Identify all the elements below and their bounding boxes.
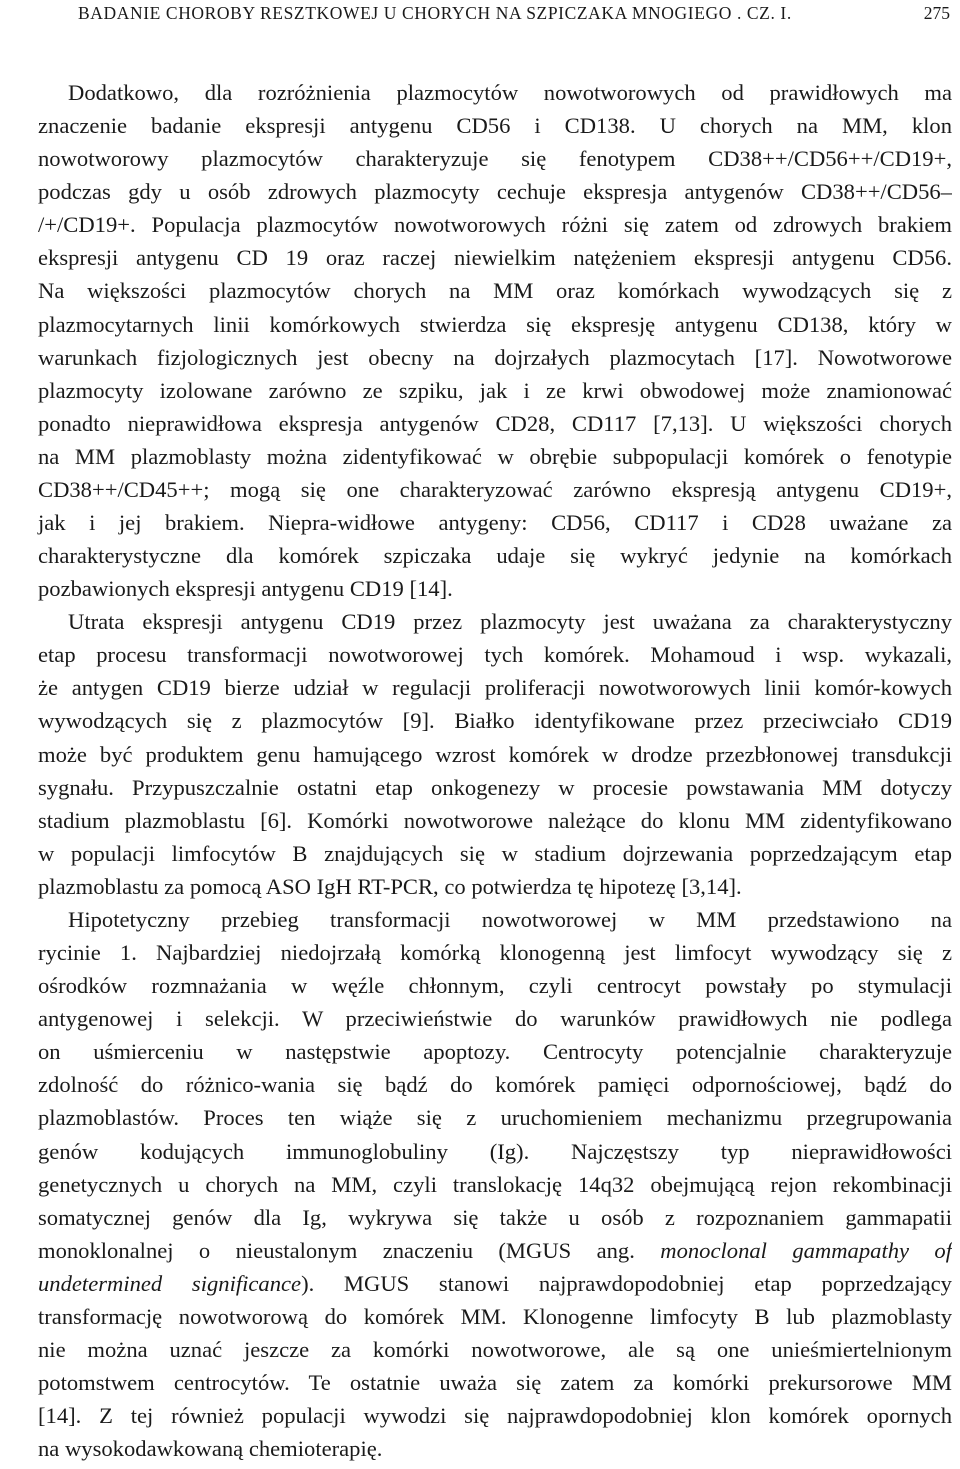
text-line: somatycznej genów dla Ig, wykrywa się także u osób z rozpoznaniem gammapatii	[38, 1204, 952, 1230]
text-line: warunkach fizjologicznych jest obecny na dojrzałych plazmocytach [17]. Nowotworowe	[38, 344, 952, 370]
running-header-title: BADANIE CHOROBY RESZTKOWEJ U CHORYCH NA SZPICZAKA MNOGIEGO . CZ. I.	[78, 3, 792, 23]
body-text	[8, 76, 952, 1465]
text-line: w populacji limfocytów B znajdujących się w stadium dojrzewania poprzedzającym etap	[38, 840, 952, 866]
text-line: ponadto nieprawidłowa ekspresja antygenów CD28, CD117 [7,13]. U większości chorych	[38, 410, 952, 436]
text-line: może być produktem genu hamującego wzrost komórek w drodze przezbłonowej transdukcji	[38, 741, 952, 767]
text-line: pozbawionych ekspresji antygenu CD19 [14].	[38, 576, 453, 602]
text-line-mixed	[8, 1267, 952, 1300]
text-run: ). MGUS stanowi najprawdopodobniej etap poprzedzający	[301, 1270, 952, 1296]
text-line: [14]. Z tej również populacji wywodzi się najprawdopodobniej klon komórek opornych	[38, 1403, 952, 1429]
page-number: 275	[923, 3, 950, 23]
italic-term: undetermined significance	[38, 1270, 302, 1296]
text-line: sygnału. Przypuszczalnie ostatni etap onkogenezy w procesie powstawania MM dotyczy	[38, 774, 952, 800]
text-line: charakterystyczne dla komórek szpiczaka udaje się wykryć jedynie na komórkach	[38, 543, 952, 569]
running-header	[0, 2, 952, 24]
text-line: że antygen CD19 bierze udział w regulacji proliferacji nowotworowych linii komór-kowych	[38, 675, 952, 701]
text-line-mixed	[8, 1234, 952, 1267]
text-line: Utrata ekspresji antygenu CD19 przez plazmocyty jest uważana za charakterystyczny	[68, 609, 952, 635]
text-line: podczas gdy u osób zdrowych plazmocyty cechuje ekspresja antygenów CD38++/CD56–	[38, 179, 952, 205]
text-line: wywodzących się z plazmocytów [9]. Białko identyfikowane przez przeciwciało CD19	[38, 708, 952, 734]
text-line: /+/CD19+. Populacja plazmocytów nowotworowych różni się zatem od zdrowych brakiem	[38, 212, 952, 238]
text-line: na MM plazmoblasty można zidentyfikować w obrębie subpopulacji komórek o fenotypie	[38, 443, 952, 469]
text-line: on uśmierceniu w następstwie apoptozy. Centrocyty potencjalnie charakteryzuje	[38, 1039, 952, 1065]
text-line: transformację nowotworową do komórek MM. Klonogenne limfocyty B lub plazmoblasty	[38, 1303, 952, 1329]
text-line: znaczenie badanie ekspresji antygenu CD56 i CD138. U chorych na MM, klon	[38, 113, 952, 139]
text-line: jak i jej brakiem. Niepra-widłowe antygeny: CD56, CD117 i CD28 uważane za	[38, 510, 952, 536]
text-line: plazmocyty izolowane zarówno ze szpiku, jak i ze krwi obwodowej może znamionować	[38, 377, 952, 403]
text-line: na wysokodawkowaną chemioterapię.	[38, 1436, 383, 1462]
text-line: nowotworowy plazmocytów charakteryzuje się fenotypem CD38++/CD56++/CD19+,	[38, 146, 952, 172]
text-line: Na większości plazmocytów chorych na MM oraz komórkach wywodzących się z	[38, 278, 952, 304]
text-line: genów kodujących immunoglobuliny (Ig). Najczęstszy typ nieprawidłowości	[38, 1138, 952, 1164]
text-line: Dodatkowo, dla rozróżnienia plazmocytów nowotworowych od prawidłowych ma	[68, 80, 952, 105]
text-line: rycinie 1. Najbardziej niedojrzałą komórką klonogenną jest limfocyt wywodzący się z	[38, 940, 952, 966]
text-line: potomstwem centrocytów. Te ostatnie uważa się zatem za komórki prekursorowe MM	[38, 1370, 952, 1396]
text-line: plazmocytarnych linii komórkowych stwierdza się ekspresję antygenu CD138, który w	[38, 311, 952, 337]
text-line: antygenowej i selekcji. W przeciwieństwie do warunków prawidłowych nie podlega	[38, 1006, 952, 1032]
paragraph-2	[8, 605, 952, 903]
text-line: ośrodków rozmnażania w węźle chłonnym, czyli centrocyt powstały po stymulacji	[38, 973, 952, 999]
italic-term: monoclonal gammapathy of	[660, 1237, 952, 1263]
text-line: stadium plazmoblastu [6]. Komórki nowotworowe należące do klonu MM zidentyfikowano	[38, 807, 952, 833]
text-run: monoklonalnej o nieustalonym znaczeniu (MGUS ang.	[38, 1237, 635, 1263]
text-line: etap procesu transformacji nowotworowej tych komórek. Mohamoud i wsp. wykazali,	[38, 642, 952, 668]
text-line: plazmoblastu za pomocą ASO IgH RT-PCR, co potwierdza tę hipotezę [3,14].	[38, 873, 742, 899]
text-line: plazmoblastów. Proces ten wiąże się z uruchomieniem mechanizmu przegrupowania	[38, 1105, 952, 1131]
text-line: zdolność do różnico-wania się bądź do komórek pamięci odpornościowej, bądź do	[38, 1072, 952, 1098]
paragraph-3	[8, 903, 952, 1465]
text-line: ekspresji antygenu CD 19 oraz raczej niewielkim natężeniem ekspresji antygenu CD56.	[38, 245, 952, 271]
text-line: CD38++/CD45++; mogą się one charakteryzować zarówno ekspresją antygenu CD19+,	[38, 476, 952, 502]
paragraph-1	[8, 76, 952, 605]
text-line: genetycznych u chorych na MM, czyli translokację 14q32 obejmującą rejon rekombinacji	[38, 1171, 952, 1197]
text-line: Hipotetyczny przebieg transformacji nowotworowej w MM przedstawiono na	[68, 906, 952, 932]
text-line: nie można uznać jeszcze za komórki nowotworowe, ale są one unieśmiertelnionym	[38, 1336, 952, 1362]
